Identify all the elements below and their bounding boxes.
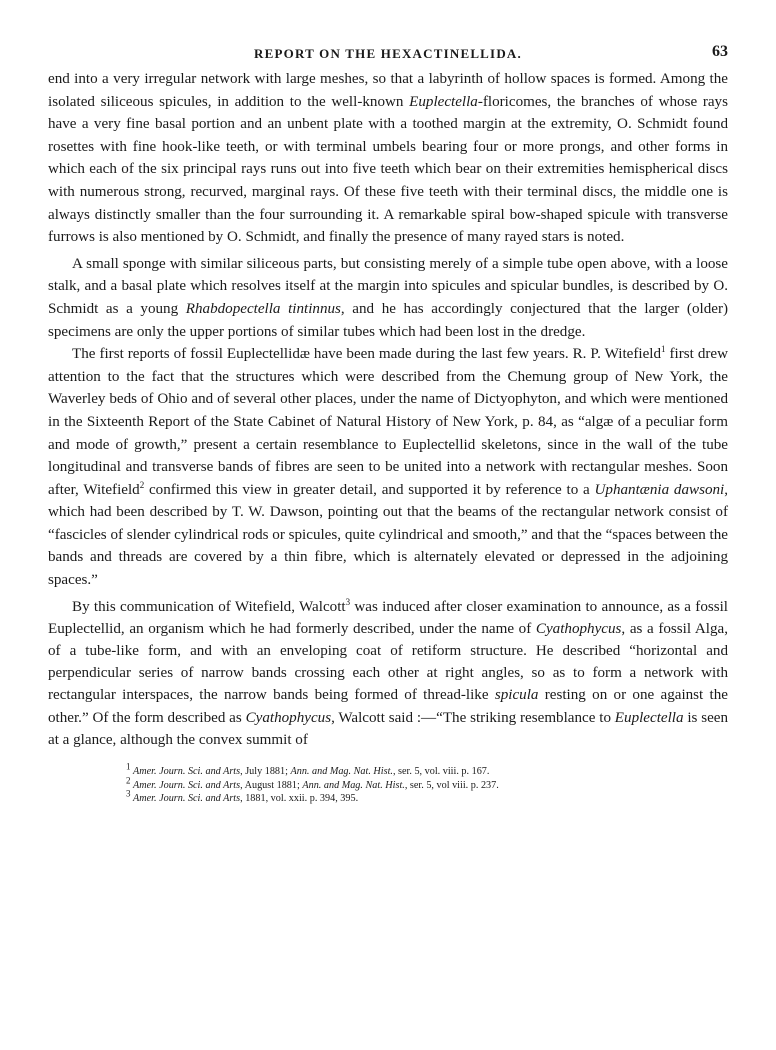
body-text bbox=[48, 68, 728, 751]
footnotes bbox=[48, 761, 728, 806]
footnote-2: $^2$ Amer. Journ. Sci. and Arts, August 1881; Ann. and Mag. Nat. Hist., ser. 5, vol viii. p. 237. bbox=[126, 775, 499, 791]
footnote-ref-1[interactable]: 1 bbox=[661, 344, 666, 355]
paragraph-3: The first reports of fossil Euplectellidæ have been made during the last few years. R. P. Witefield$^1$ first drew attention to the fact that the structures which were described from the Chemung group of New York, the Waverley beds of Ohio and of several other places, under the name of Dictyophyton, and which were mentioned in the Sixteenth Report of the State Cabinet of Natural History of New York, p. 84, as “algæ of a peculiar form and mode of growth,” present a certain resemblance to Euplectellid skeletons, since in the wall of the tube longitudinal and transverse bands of fibres are seen to be united into a network with rectangular meshes. Soon after, Witefield$^2$ confirmed this view in greater detail, and supported it by reference to a Uphantænia dawsoni, which had been described by T. W. Dawson, pointing out that the beams of the rectangular network consist of “fascicles of slender cylindrical rods or spicules, quite cylindrical and smooth,” and that the “spaces between the bands and threads are covered by a thin fibre, which is alternately elevated or depressed in the adjoining spaces.” bbox=[48, 344, 729, 589]
paragraph-1: end into a very irregular network with large meshes, so that a labyrinth of hollow spaces is formed. Among the isolated siliceous spicules, in addition to the well-known Euplectella-floricomes, the branches of whose rays have a very fine basal portion and an unbent plate with a toothed margin at the extremity, O. Schmidt found rosettes with fine hook-like teeth, or with terminal umbels bearing four or more prongs, and other forms in which each of the six principal rays runs out into five teeth which bear on their extremities hemispherical discs with numerous strong, recurved, marginal rays. Of these five teeth with their terminal discs, the middle one is always distinctly smaller than the four surrounding it. A remarkable spiral bow-shaped spicule with transverse furrows is also mentioned by O. Schmidt, and finally the presence of many rayed stars is noted. bbox=[48, 71, 728, 246]
paragraph-2: A small sponge with similar siliceous parts, but consisting merely of a simple tube open above, with a loose stalk, and a basal plate which resolves itself at the margin into spicules and spicular bundles, is described by O. Schmidt as a young Rhabdopectella tintinnus, and he has accordingly conjectured that the larger (older) specimens are only the upper portions of similar tubes which had been lost in the dredge. bbox=[48, 255, 728, 340]
page bbox=[48, 40, 728, 806]
footnote-ref-3[interactable]: 3 bbox=[345, 596, 351, 607]
running-header bbox=[48, 40, 728, 68]
footnote-ref-2[interactable]: 2 bbox=[139, 479, 145, 490]
running-title: REPORT ON THE HEXACTINELLIDA. bbox=[254, 46, 522, 61]
paragraph-4: By this communication of Witefield, Walcott$^3$ was induced after closer examination to announce, as a fossil Euplectellid, an organism which he had formerly described, under the name of Cyathophycus, as a fossil Alga, of a tube-like form, and with an enveloping coat of retiform structure. He described “horizontal and perpendicular series of narrow bands crossing each other at right angles, so as to form a network with rectangular interspaces, the narrow bands being formed of thread-like spicula resting on or one against the other.” Of the form described as Cyathophycus, Walcott said :—“The striking resemblance to Euplectella is seen at a glance, although the convex summit of bbox=[48, 596, 729, 748]
footnote-1: $^1$ Amer. Journ. Sci. and Arts, July 1881; Ann. and Mag. Nat. Hist., ser. 5, vol. viii. p. 167. bbox=[126, 761, 490, 778]
footnote-3: $^3$ Amer. Journ. Sci. and Arts, 1881, vol. xxii. p. 394, 395. bbox=[126, 788, 359, 805]
page-number: 63 bbox=[712, 43, 728, 60]
